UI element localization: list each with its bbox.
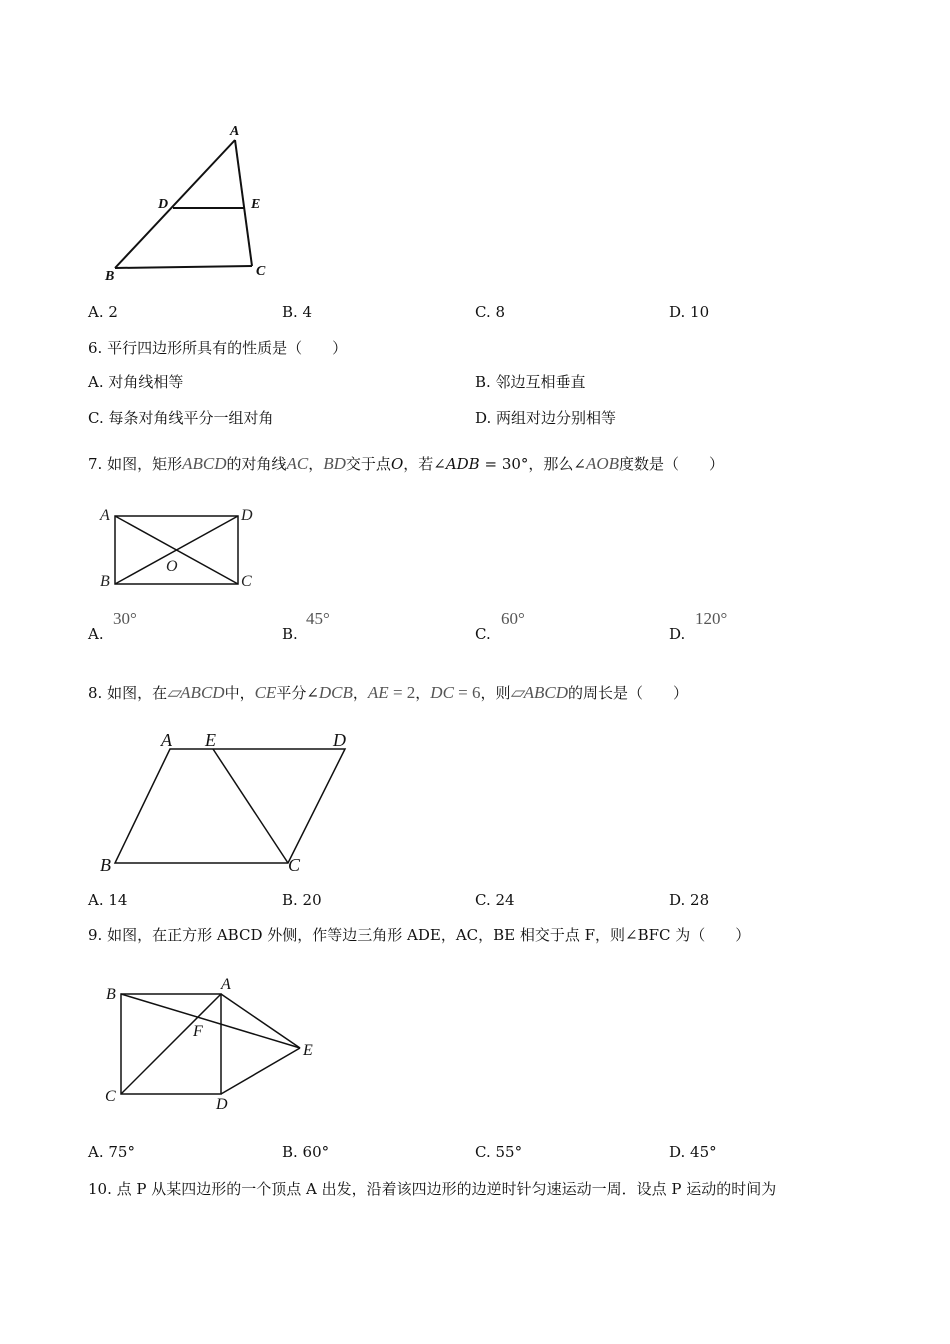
q6-option-d[interactable]: D. 两组对边分别相等 (475, 409, 617, 427)
q7-option-b-value[interactable]: 45° (306, 609, 330, 628)
q5-option-d[interactable]: D. 10 (669, 303, 710, 321)
q6-option-b[interactable]: B. 邻边互相垂直 (475, 373, 586, 391)
q8-stem-3: 平分∠ (276, 684, 319, 702)
q8-stem-8: ，则 (480, 684, 511, 702)
q7-option-d-value[interactable]: 120° (695, 609, 728, 628)
q8-parallelogram (115, 749, 345, 863)
q8-math-ae-value: = 2 (388, 683, 416, 702)
q8-stem-9: 的周长是（ ） (568, 684, 689, 702)
q10-stem: 10. 点 P 从某四边形的一个顶点 A 出发，沿着该四边形的边逆时针匀速运动一周．设点 P 运动的时间为 (88, 1180, 777, 1198)
q8-stem-6: ， (415, 684, 431, 702)
q8-math-abcd-2: ABCD (523, 683, 568, 702)
q8-option-b[interactable]: B. 20 (282, 891, 322, 909)
q8-figure (95, 725, 365, 875)
q5-option-a[interactable]: A. 2 (88, 303, 118, 321)
q5-option-b[interactable]: B. 4 (282, 303, 313, 321)
q7-label-d: D (241, 507, 253, 524)
q9-option-d[interactable]: D. 45° (669, 1143, 717, 1161)
q9-option-a[interactable]: A. 75° (88, 1143, 135, 1161)
q7-math-abcd: ABCD (182, 454, 227, 473)
q5-label-b: B (105, 269, 115, 284)
q8-label-d: D (333, 730, 346, 750)
q9-segment-be (121, 994, 300, 1048)
q8-parallelogram-symbol-2: ▱ (510, 683, 524, 702)
q9-option-c[interactable]: C. 55° (475, 1143, 523, 1161)
q5-label-a: A (230, 124, 240, 139)
q9-label-a: A (221, 976, 231, 993)
q7-stem-4: 交于点 (345, 455, 391, 473)
q6-option-c[interactable]: C. 每条对角线平分一组对角 (88, 409, 274, 427)
q7-stem-3: ， (308, 455, 324, 473)
q5-figure (95, 118, 285, 288)
q5-label-c: C (256, 264, 266, 279)
q9-segment-de (221, 1048, 300, 1094)
q7-label-b: B (100, 573, 110, 590)
q7-math-ac: AC (286, 454, 309, 473)
q8-math-abcd: ABCD (180, 683, 225, 702)
q9-label-c: C (105, 1088, 116, 1105)
q8-option-a[interactable]: A. 14 (88, 891, 128, 909)
q7-option-b-letter[interactable]: B. (282, 625, 298, 643)
q7-option-a-letter[interactable]: A. (88, 625, 104, 643)
q5-side-ac (235, 140, 252, 266)
q9-figure (95, 970, 335, 1115)
q7-stem (88, 455, 724, 473)
q8-stem (88, 684, 688, 702)
q5-label-e: E (251, 197, 261, 212)
q8-option-c[interactable]: C. 24 (475, 891, 515, 909)
q7-stem-7: ，那么∠ (528, 455, 586, 473)
q8-segment-ce (213, 749, 288, 863)
q9-option-b[interactable]: B. 60° (282, 1143, 330, 1161)
q6-option-a[interactable]: A. 对角线相等 (88, 373, 184, 391)
q8-label-e: E (205, 730, 216, 750)
q8-stem-4: ， (352, 684, 368, 702)
q8-math-dc: DC (430, 683, 454, 702)
q6-stem: 6. 平行四边形所具有的性质是（ ） (88, 339, 348, 357)
q7-figure (95, 500, 265, 595)
q7-option-a-value[interactable]: 30° (113, 609, 137, 628)
q7-option-c-letter[interactable]: C. (475, 625, 491, 643)
q8-label-c: C (288, 855, 301, 875)
q5-label-d: D (158, 197, 169, 212)
q7-label-o: O (166, 558, 178, 575)
q8-stem-num: 8. 如图，在 (88, 684, 168, 702)
q7-stem-num: 7. 如图，矩形 (88, 455, 183, 473)
q9-label-d: D (216, 1096, 228, 1113)
q8-label-b: B (100, 855, 111, 875)
q5-option-c[interactable]: C. 8 (475, 303, 506, 321)
q7-math-o: O (390, 455, 404, 473)
q9-label-f: F (193, 1023, 203, 1040)
q9-label-e: E (303, 1042, 313, 1059)
q8-math-dc-value: = 6 (453, 683, 481, 702)
q9-segment-ae (221, 994, 300, 1048)
q7-label-a: A (100, 507, 110, 524)
q8-math-ce: CE (254, 683, 277, 702)
q8-math-ae: AE (367, 683, 389, 702)
q7-label-c: C (241, 573, 252, 590)
q8-option-d[interactable]: D. 28 (669, 891, 710, 909)
q8-parallelogram-symbol: ▱ (167, 683, 181, 702)
q7-option-c-value[interactable]: 60° (501, 609, 525, 628)
q8-stem-2: 中， (224, 684, 255, 702)
q7-math-adb: ADB (445, 455, 480, 473)
q8-label-a: A (161, 730, 172, 750)
q7-option-d-letter[interactable]: D. (669, 625, 686, 643)
q7-math-aob: AOB (586, 454, 620, 473)
q9-stem: 9. 如图，在正方形 ABCD 外侧，作等边三角形 ADE，AC，BE 相交于点 F，则∠BFC 为（ ） (88, 926, 751, 944)
q5-side-bc (115, 266, 252, 268)
q7-stem-8: 度数是（ ） (619, 455, 725, 473)
q7-math-bd: BD (323, 454, 346, 473)
q7-stem-2: 的对角线 (226, 455, 287, 473)
q8-math-dcb: DCB (318, 683, 353, 702)
q7-stem-6: = 30° (479, 455, 529, 473)
q9-label-b: B (106, 986, 116, 1003)
q7-stem-5: ，若∠ (403, 455, 446, 473)
q5-side-ab (115, 140, 235, 268)
